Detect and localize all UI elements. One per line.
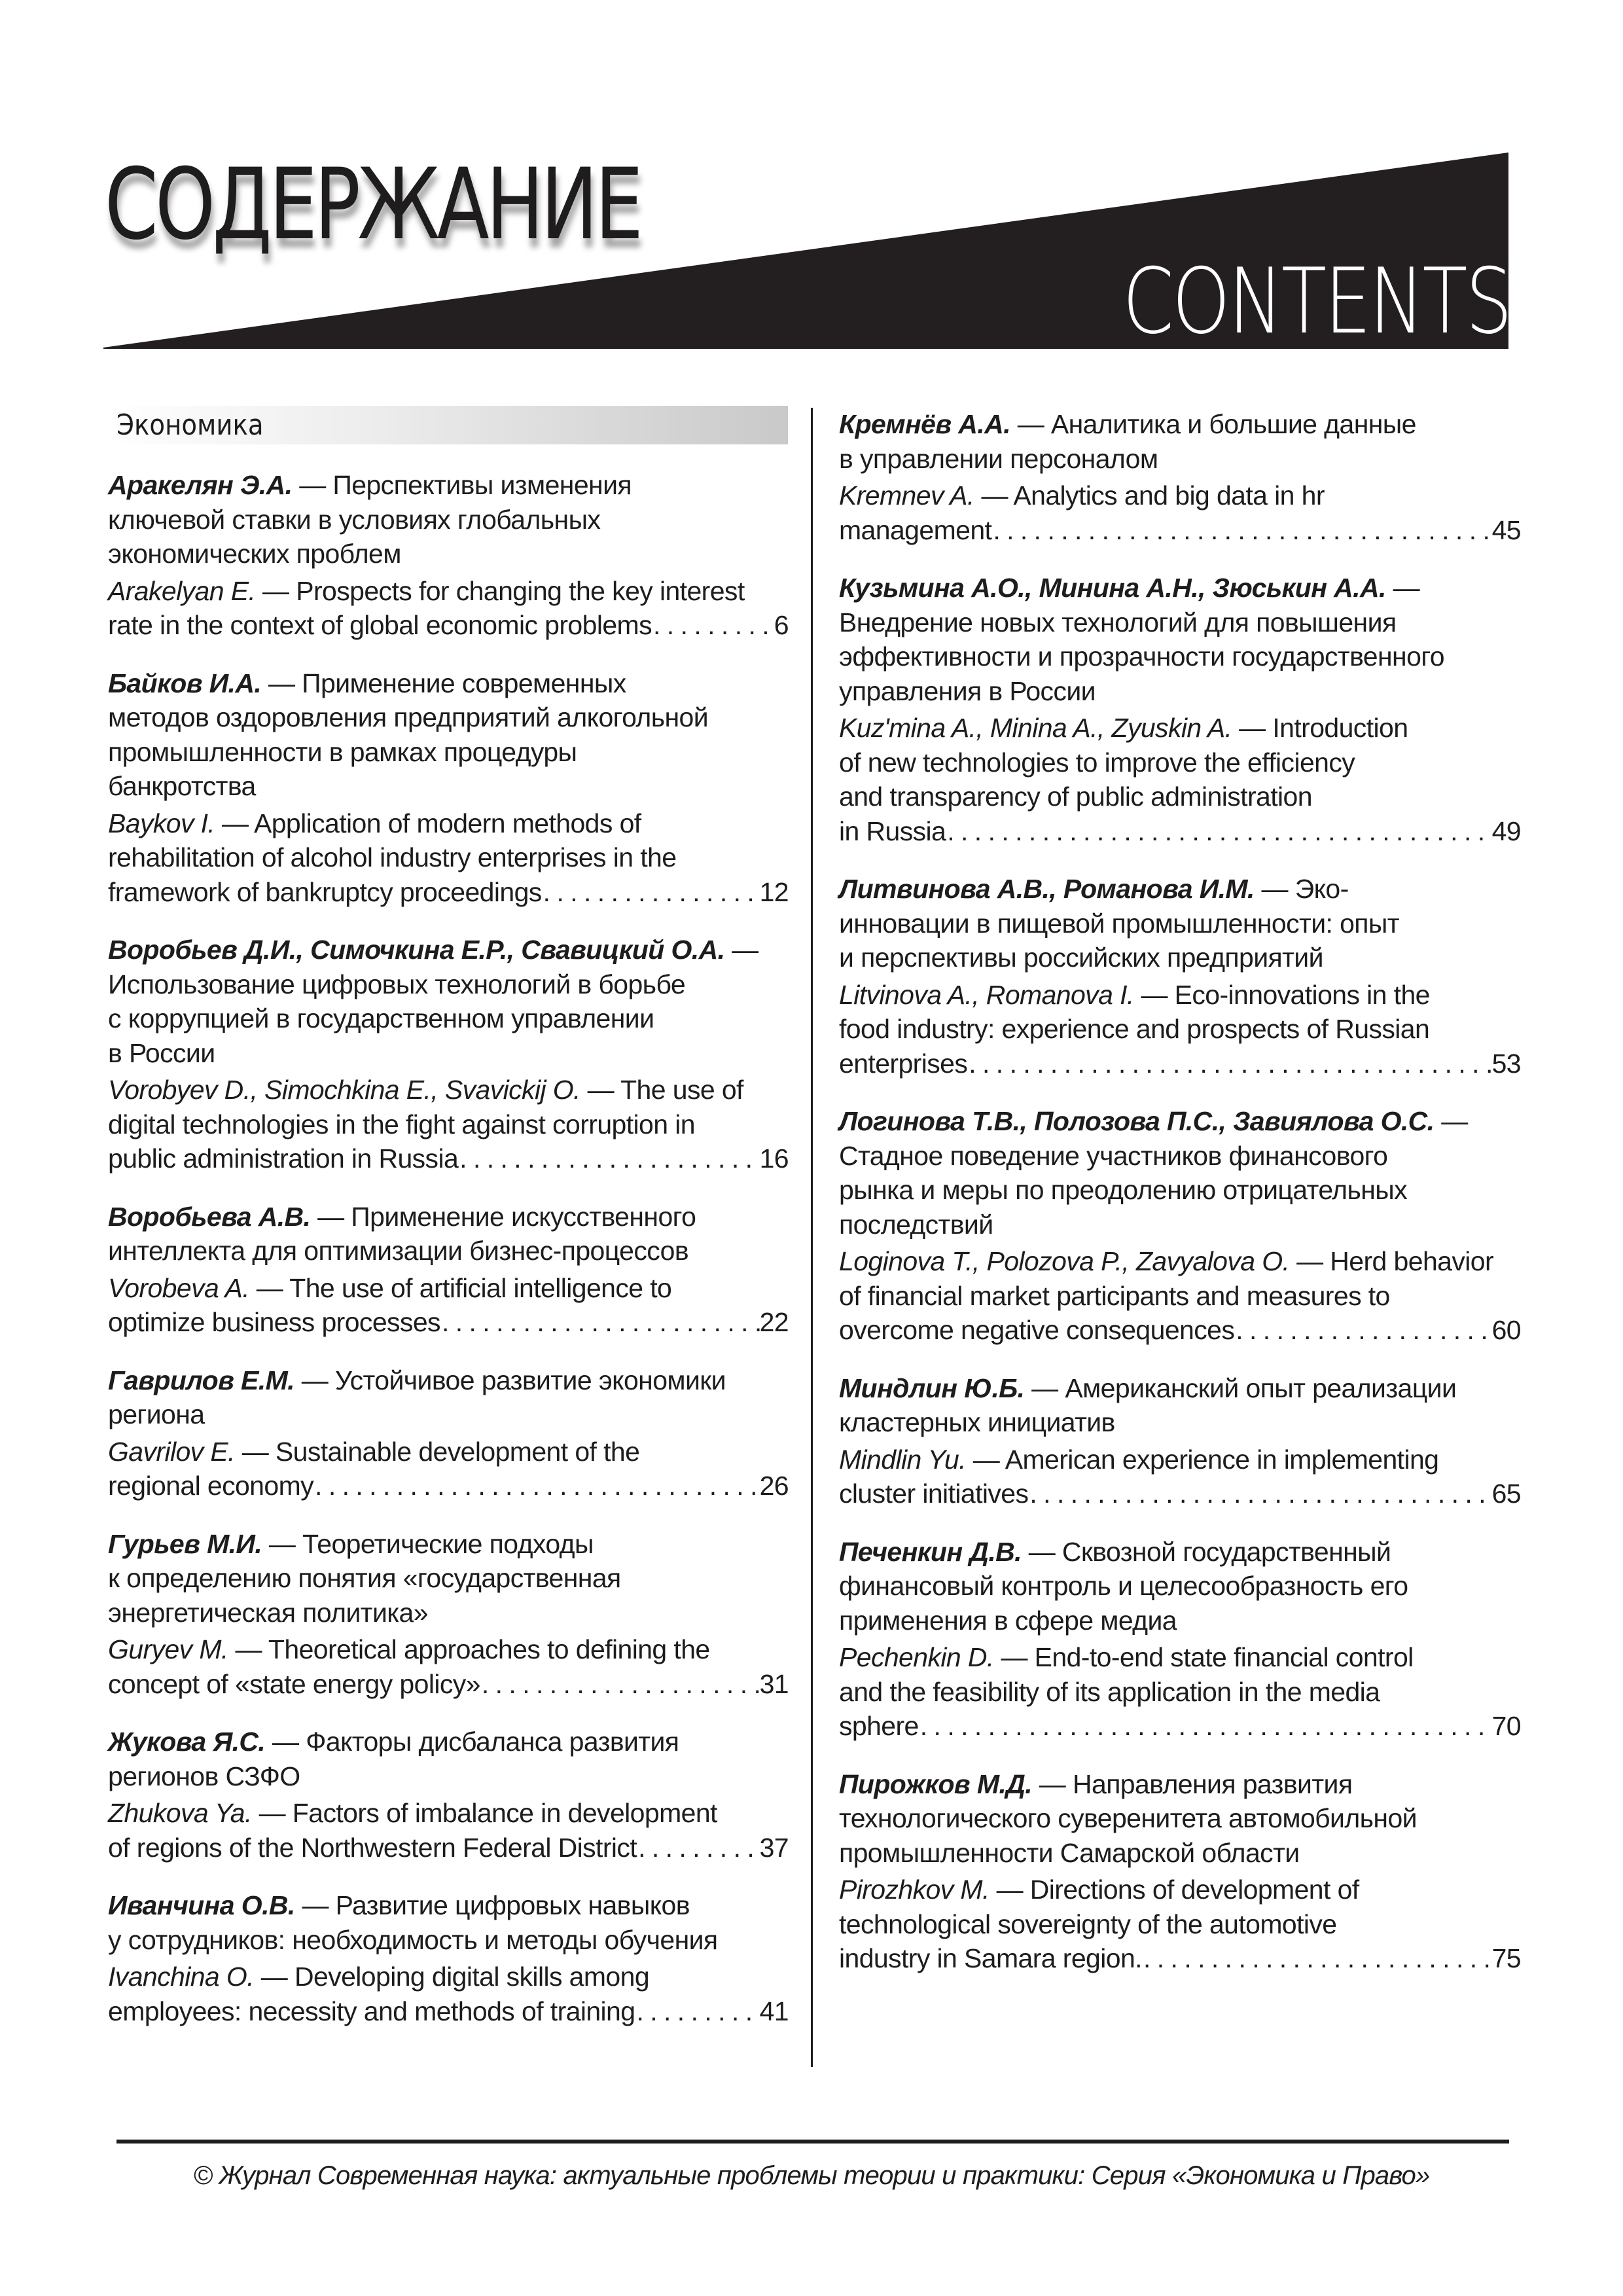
entry-en-last: cluster initiatives: [839, 1479, 1029, 1509]
leader-dots: [1234, 1313, 1491, 1348]
footer-copyright: © Журнал Современная наука: актуальные проблемы теории и практики: Серия «Экономика и Право»: [193, 2161, 1430, 2190]
entry-ru-line: [108, 468, 789, 503]
entry-ru-line: методов оздоровления предприятий алкогольной: [108, 702, 709, 732]
entry-ru-line: регионов СЗФО: [108, 1761, 300, 1791]
entry-en-line: of new technologies to improve the efficiency: [839, 747, 1355, 778]
leader-dots: [458, 1141, 759, 1176]
entry-russian: [839, 872, 1521, 975]
entry-ru-authors: Иванчина О.В.: [108, 1890, 295, 1920]
entry-ru-line: и перспективы российских предприятий: [839, 942, 1323, 973]
entry-last-line: [839, 1709, 1521, 1744]
entry-en-title: — Developing digital skills among: [260, 1962, 650, 1992]
entry-ru-line: ключевой ставки в условиях глобальных: [108, 504, 601, 535]
page-number[interactable]: 22: [759, 1307, 789, 1337]
entry-en-title: — The use of artificial intelligence to: [256, 1272, 672, 1303]
entry-russian: [839, 1535, 1521, 1638]
page-number[interactable]: 12: [759, 876, 789, 907]
entry-en-authors: Ivanchina O.: [108, 1962, 254, 1992]
leader-dots: [542, 875, 760, 910]
entry-en-authors: Arakelyan E.: [108, 575, 256, 606]
entry-ru-line: [839, 1371, 1521, 1406]
entry-en-title: — Eco-innovations in the: [1141, 979, 1430, 1010]
leader-dots: [440, 1305, 760, 1340]
entry-ru-title: — Перспективы изменения: [299, 470, 632, 500]
entry-ru-line: [839, 1104, 1521, 1139]
entry-en-authors: Vorobeva A.: [108, 1272, 249, 1303]
entry-russian: [108, 1527, 789, 1630]
entry-ru-title: — Направления развития: [1039, 1768, 1353, 1799]
entry-russian: [839, 1371, 1521, 1440]
entry-ru-line: Внедрение новых технологий для повышения: [839, 607, 1397, 637]
entry-russian: [108, 666, 789, 804]
left-entries: [108, 468, 789, 2028]
page-number[interactable]: 26: [759, 1471, 789, 1501]
leader-dots: [652, 608, 774, 643]
entry-en-line: technological sovereignty of the automotive: [839, 1909, 1337, 1939]
entry-english: [839, 1640, 1521, 1744]
entry-ru-line: Использование цифровых технологий в борьбе: [108, 969, 686, 999]
entry-last-line: [108, 1667, 789, 1702]
entry-ru-line: [839, 872, 1521, 906]
page-number[interactable]: 65: [1491, 1479, 1521, 1509]
entry-last-line: [108, 1469, 789, 1503]
entry-english: [108, 1796, 789, 1865]
entry-russian: [108, 933, 789, 1070]
entry-en-line: [108, 1796, 789, 1831]
toc-entry[interactable]: [839, 571, 1521, 848]
entry-ru-title: — Устойчивое развитие экономики: [301, 1365, 726, 1395]
entry-ru-line: [108, 1888, 789, 1923]
entry-en-title: — End-to-end state financial control: [1001, 1642, 1414, 1672]
entry-english: [839, 478, 1521, 547]
entry-en-line: [839, 711, 1521, 745]
entry-en-last: industry in Samara region.: [839, 1943, 1142, 1973]
leader-dots: [1142, 1941, 1492, 1976]
entry-en-line: [108, 574, 789, 609]
entry-ru-authors: Кремнёв А.А.: [839, 409, 1010, 439]
page-number[interactable]: 53: [1491, 1048, 1521, 1079]
page-number[interactable]: 75: [1491, 1943, 1521, 1973]
entry-ru-line: [108, 666, 789, 701]
entry-ru-authors: Байков И.А.: [108, 668, 262, 698]
entry-en-line: [839, 478, 1521, 513]
entry-russian: [108, 1888, 789, 1957]
entry-en-line: and transparency of public administration: [839, 781, 1312, 812]
entry-en-authors: Litvinova A., Romanova I.: [839, 979, 1134, 1010]
toc-entry[interactable]: [108, 1725, 789, 1865]
entry-en-title: — American experience in implementing: [972, 1444, 1439, 1475]
entry-last-line: [108, 1831, 789, 1865]
entry-last-line: [108, 608, 789, 643]
entry-en-line: food industry: experience and prospects of Russian: [839, 1014, 1430, 1044]
leader-dots: [313, 1469, 760, 1503]
entry-en-title: — Directions of development of: [996, 1874, 1359, 1905]
leader-dots: [991, 513, 1491, 548]
entry-ru-line: [108, 1527, 789, 1562]
toc-entry[interactable]: [839, 1535, 1521, 1744]
entry-english: [839, 1873, 1521, 1976]
section-header: [108, 406, 788, 444]
entry-en-authors: Baykov I.: [108, 808, 215, 838]
entry-en-authors: Zhukova Ya.: [108, 1798, 252, 1828]
entry-ru-authors: Воробьев Д.И., Симочкина Е.Р., Свавицкий О.А.: [108, 935, 725, 965]
entry-ru-line: Стадное поведение участников финансового: [839, 1140, 1388, 1171]
entry-ru-title: —: [1441, 1106, 1468, 1136]
entry-ru-authors: Миндлин Ю.Б.: [839, 1372, 1025, 1403]
entry-en-title: — Herd behavior: [1296, 1246, 1494, 1276]
toc-entry[interactable]: [839, 872, 1521, 1081]
entry-en-line: digital technologies in the fight against corruption in: [108, 1109, 695, 1139]
leader-dots: [635, 1994, 759, 2029]
entry-ru-line: энергетическая политика»: [108, 1597, 428, 1628]
entry-ru-title: — Применение искусственного: [317, 1201, 696, 1232]
entry-ru-line: эффективности и прозрачности государственного: [839, 641, 1444, 672]
leader-dots: [946, 814, 1491, 849]
entry-russian: [108, 1363, 789, 1432]
entry-en-last: regional economy: [108, 1471, 314, 1501]
entry-en-title: — Analytics and big data in hr: [981, 480, 1325, 511]
entry-en-last: in Russia: [839, 816, 946, 846]
entry-ru-line: [839, 407, 1521, 442]
entry-en-last: overcome negative consequences: [839, 1315, 1235, 1345]
entry-ru-line: с коррупцией в государственном управлении: [108, 1003, 654, 1033]
page-header: [0, 0, 1623, 367]
entry-en-last: framework of bankruptcy proceedings: [108, 876, 542, 907]
entry-russian: [839, 407, 1521, 476]
entry-en-title: — Application of modern methods of: [222, 808, 641, 838]
entry-en-last: of regions of the Northwestern Federal District: [108, 1832, 637, 1863]
page-number[interactable]: 49: [1491, 816, 1521, 846]
entry-last-line: [108, 1305, 789, 1340]
entry-ru-line: финансовый контроль и целесообразность его: [839, 1571, 1408, 1601]
column-divider: [811, 408, 813, 2067]
entry-ru-line: управления в России: [839, 675, 1096, 706]
entry-ru-line: [108, 1363, 789, 1398]
entry-ru-line: у сотрудников: необходимость и методы обучения: [108, 1924, 718, 1955]
entry-en-line: [108, 806, 789, 841]
leader-dots: [919, 1709, 1492, 1744]
entry-en-line: [108, 1435, 789, 1469]
entry-en-last: public administration in Russia: [108, 1143, 459, 1174]
entry-ru-line: промышленности Самарской области: [839, 1837, 1300, 1868]
entry-en-line: [839, 1244, 1521, 1279]
entry-english: [839, 1443, 1521, 1511]
entry-en-line: [839, 1443, 1521, 1477]
entry-last-line: [839, 1313, 1521, 1348]
entry-ru-title: — Американский опыт реализации: [1031, 1372, 1457, 1403]
entry-last-line: [839, 1941, 1521, 1976]
entry-en-title: — Introduction: [1239, 713, 1408, 743]
entry-en-line: rehabilitation of alcohol industry enterprises in the: [108, 842, 677, 872]
toc-entry[interactable]: [108, 1200, 789, 1340]
entry-russian: [839, 571, 1521, 708]
entry-ru-title: — Применение современных: [268, 668, 626, 698]
entry-english: [108, 1271, 789, 1340]
entry-last-line: [839, 1477, 1521, 1511]
right-entries: [839, 407, 1521, 1976]
title-english: CONTENTS: [1122, 249, 1510, 354]
entry-en-title: — Sustainable development of the: [241, 1436, 640, 1467]
entry-ru-line: к определению понятия «государственная: [108, 1563, 621, 1593]
entry-en-title: — Prospects for changing the key interest: [262, 575, 745, 606]
entry-ru-title: — Теоретические подходы: [268, 1528, 594, 1559]
entry-english: [839, 978, 1521, 1081]
entry-english: [839, 711, 1521, 848]
toc-entry[interactable]: [108, 933, 789, 1176]
entry-en-last: employees: necessity and methods of training: [108, 1996, 635, 2026]
entry-en-authors: Loginova T., Polozova P., Zavyalova O.: [839, 1246, 1290, 1276]
entry-en-last: optimize business processes: [108, 1307, 440, 1337]
leader-dots: [1028, 1477, 1491, 1511]
entry-en-last: management: [839, 514, 992, 545]
entry-en-authors: Kuz'mina A., Minina A., Zyuskin A.: [839, 713, 1232, 743]
toc-entry[interactable]: [839, 407, 1521, 547]
footer-rule: [116, 2140, 1509, 2144]
entry-ru-line: технологического суверенитета автомобильной: [839, 1803, 1417, 1833]
toc-entry[interactable]: [108, 666, 789, 910]
entry-russian: [108, 468, 789, 571]
page-number[interactable]: 37: [759, 1832, 789, 1863]
page-number[interactable]: 45: [1491, 514, 1521, 545]
entry-en-line: [108, 1632, 789, 1667]
page-number[interactable]: 16: [759, 1143, 789, 1174]
entry-last-line: [839, 1047, 1521, 1081]
entry-russian: [839, 1767, 1521, 1871]
entry-ru-line: промышленности в рамках процедуры: [108, 736, 577, 767]
entry-ru-line: [108, 1200, 789, 1234]
entry-last-line: [108, 1141, 789, 1176]
leader-dots: [637, 1831, 759, 1865]
entry-ru-title: — Развитие цифровых навыков: [302, 1890, 690, 1920]
entry-en-line: and the feasibility of its application in the media: [839, 1676, 1380, 1707]
entry-english: [108, 1960, 789, 2028]
page-number[interactable]: 31: [759, 1668, 789, 1699]
entry-last-line: [839, 513, 1521, 548]
entry-en-line: [108, 1271, 789, 1306]
page-number[interactable]: 41: [759, 1996, 789, 2026]
entry-en-last: sphere: [839, 1711, 919, 1741]
page-number[interactable]: 70: [1491, 1711, 1521, 1741]
entry-ru-authors: Кузьмина А.О., Минина А.Н., Зюськин А.А.: [839, 573, 1386, 603]
entry-ru-authors: Печенкин Д.В.: [839, 1536, 1022, 1567]
entry-ru-line: [839, 1535, 1521, 1570]
entry-english: [108, 574, 789, 643]
entry-ru-title: — Факторы дисбаланса развития: [272, 1727, 679, 1757]
entry-russian: [108, 1725, 789, 1793]
entry-en-authors: Guryev M.: [108, 1634, 228, 1664]
entry-ru-line: [108, 933, 789, 967]
entry-english: [839, 1244, 1521, 1348]
entry-ru-authors: Пирожков М.Д.: [839, 1768, 1032, 1799]
entry-ru-line: экономических проблем: [108, 539, 401, 569]
title-russian: СОДЕРЖАНИЕ: [105, 148, 641, 262]
entry-en-authors: Mindlin Yu.: [839, 1444, 966, 1475]
entry-en-title: — The use of: [587, 1075, 743, 1105]
left-column: [108, 406, 789, 2052]
toc-entry[interactable]: [839, 1371, 1521, 1511]
entry-ru-authors: Гурьев М.И.: [108, 1528, 262, 1559]
entry-ru-line: интеллекта для оптимизации бизнес-процессов: [108, 1236, 689, 1266]
toc-entry[interactable]: [108, 1363, 789, 1503]
toc-entry[interactable]: [108, 468, 789, 643]
entry-ru-title: — Эко-: [1261, 874, 1349, 904]
entry-en-authors: Kremnev A.: [839, 480, 974, 511]
entry-en-line: [108, 1073, 789, 1107]
entry-en-authors: Vorobyev D., Simochkina E., Svavickij O.: [108, 1075, 580, 1105]
entry-en-authors: Gavrilov E.: [108, 1436, 235, 1467]
entry-ru-authors: Воробьева А.В.: [108, 1201, 311, 1232]
entry-en-line: [839, 1640, 1521, 1675]
page-number[interactable]: 60: [1491, 1315, 1521, 1345]
entry-en-authors: Pechenkin D.: [839, 1642, 994, 1672]
entry-en-last: rate in the context of global economic problems: [108, 610, 652, 640]
entry-last-line: [108, 875, 789, 910]
toc-entry[interactable]: [108, 1888, 789, 2028]
entry-en-title: — Factors of imbalance in development: [259, 1798, 717, 1828]
entry-en-authors: Pirozhkov M.: [839, 1874, 990, 1905]
entry-english: [108, 1073, 789, 1176]
entry-russian: [839, 1104, 1521, 1242]
entry-en-line: [839, 978, 1521, 1013]
entry-ru-line: применения в сфере медиа: [839, 1605, 1177, 1636]
entry-ru-line: инновации в пищевой промышленности: опыт: [839, 908, 1399, 939]
entry-russian: [108, 1200, 789, 1268]
entry-ru-line: рынка и меры по преодолению отрицательных: [839, 1175, 1408, 1205]
entry-ru-title: — Сквозной государственный: [1028, 1536, 1391, 1567]
entry-ru-line: в России: [108, 1037, 215, 1068]
entry-en-line: of financial market participants and measures to: [839, 1280, 1390, 1311]
entry-ru-authors: Аракелян Э.А.: [108, 470, 293, 500]
entry-ru-line: [108, 1725, 789, 1759]
entry-en-last: enterprises: [839, 1048, 968, 1079]
toc-entry[interactable]: [839, 1104, 1521, 1348]
entry-ru-title: —: [732, 935, 758, 965]
entry-ru-title: —: [1393, 573, 1419, 603]
section-title: Экономика: [116, 408, 264, 442]
leader-dots: [967, 1047, 1491, 1081]
leader-dots: [480, 1667, 760, 1702]
entry-ru-line: [839, 1767, 1521, 1802]
entry-ru-line: последствий: [839, 1209, 993, 1240]
entry-en-line: [108, 1960, 789, 1994]
entry-ru-line: банкротства: [108, 771, 256, 801]
entry-english: [108, 1632, 789, 1701]
entry-ru-authors: Гаврилов Е.М.: [108, 1365, 294, 1395]
entry-english: [108, 806, 789, 910]
entry-ru-authors: Логинова Т.В., Полозова П.С., Завиялова О.С.: [839, 1106, 1435, 1136]
entry-english: [108, 1435, 789, 1503]
entry-last-line: [839, 814, 1521, 849]
entry-en-title: — Theoretical approaches to defining the: [235, 1634, 710, 1664]
entry-ru-line: в управлении персоналом: [839, 443, 1158, 474]
entry-en-line: [839, 1873, 1521, 1907]
entry-ru-line: кластерных инициатив: [839, 1407, 1115, 1437]
entry-last-line: [108, 1994, 789, 2029]
toc-entry[interactable]: [108, 1527, 789, 1702]
entry-ru-authors: Литвинова А.В., Романова И.М.: [839, 874, 1255, 904]
toc-entry[interactable]: [839, 1767, 1521, 1976]
right-column: [839, 407, 1521, 2000]
entry-ru-authors: Жукова Я.С.: [108, 1727, 266, 1757]
entry-ru-line: [839, 571, 1521, 605]
entry-ru-title: — Аналитика и большие данные: [1017, 409, 1416, 439]
entry-en-last: concept of «state energy policy»: [108, 1668, 480, 1699]
entry-ru-line: региона: [108, 1399, 205, 1429]
page-number[interactable]: 6: [774, 610, 789, 640]
